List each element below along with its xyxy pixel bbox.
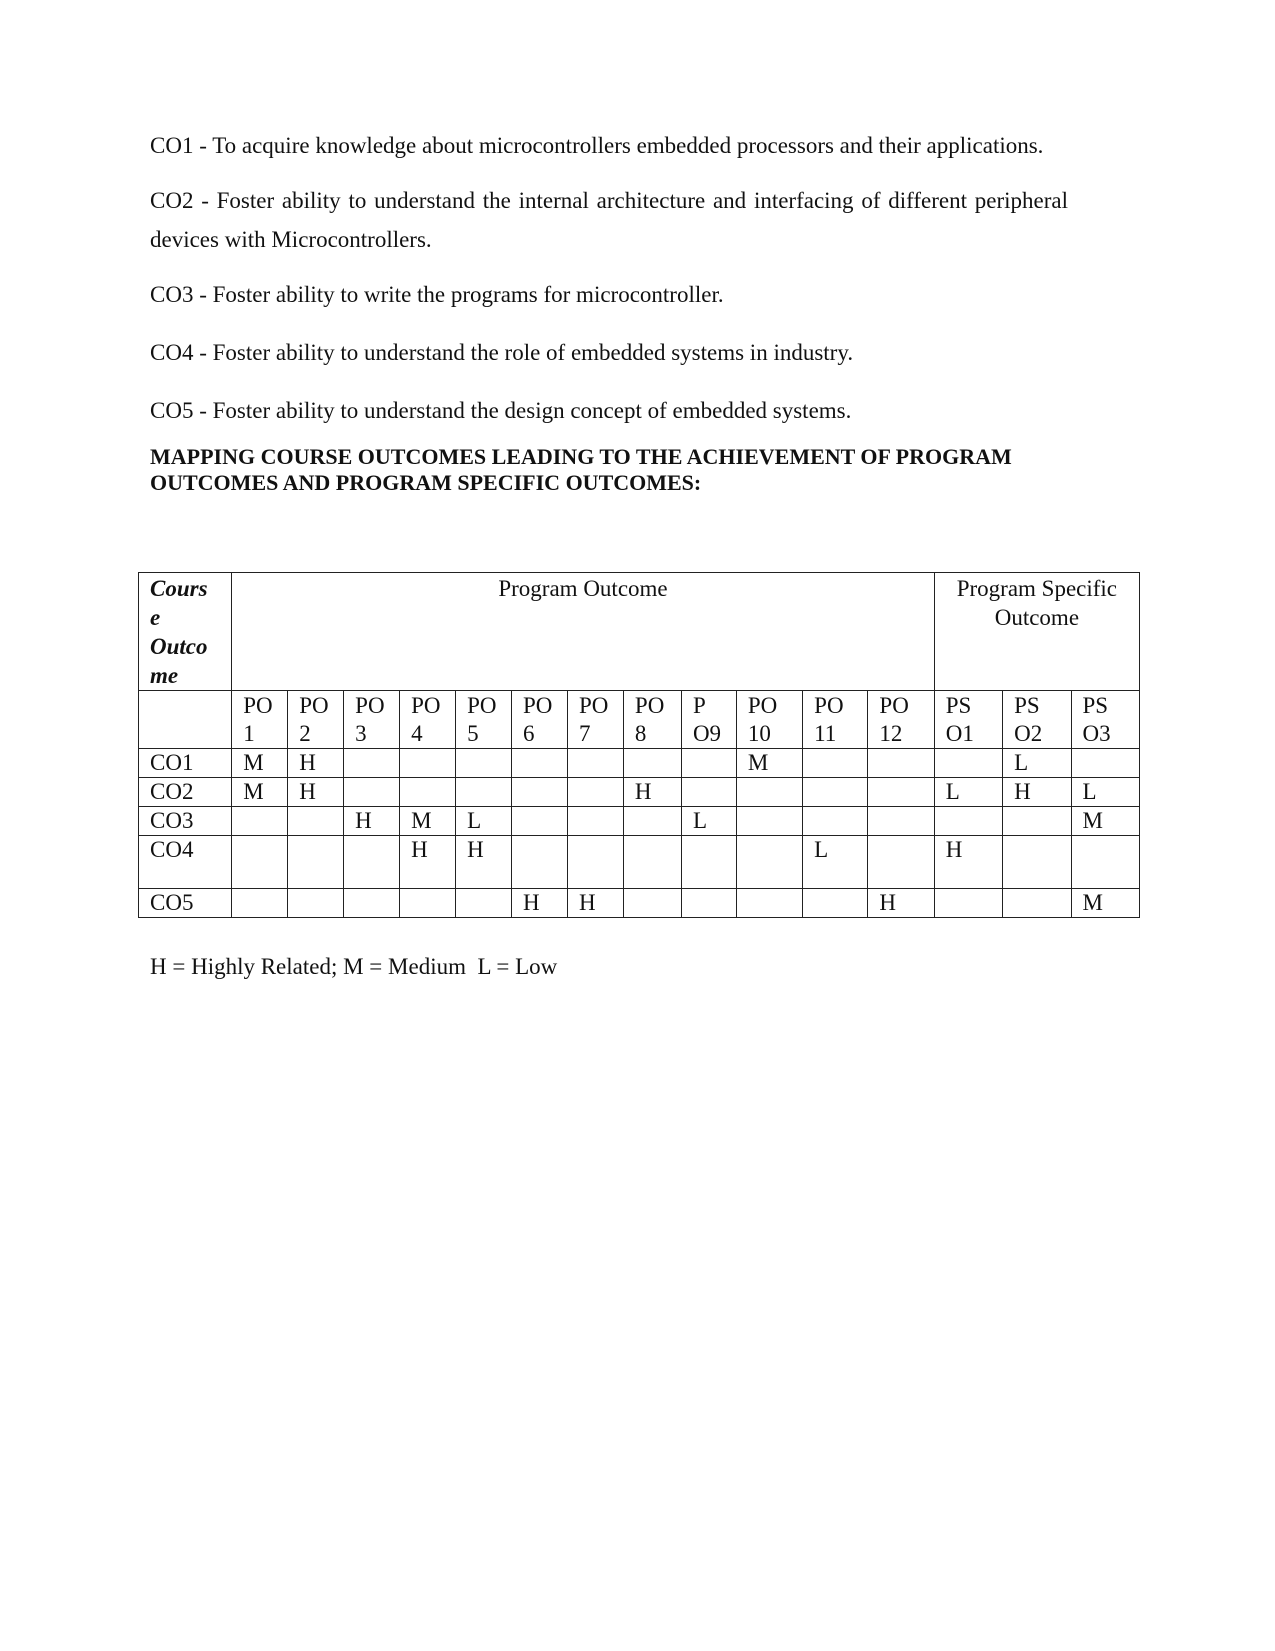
table-row	[139, 889, 1140, 918]
column-header-12: PO 12	[868, 691, 934, 749]
table-cell: H	[934, 836, 1002, 889]
table-cell: L	[1003, 749, 1071, 778]
table-cell: H	[400, 836, 456, 889]
table-row	[139, 807, 1140, 836]
table-header-row	[139, 573, 1140, 691]
column-header-11: PO 11	[803, 691, 868, 749]
legend: H = Highly Related; M = Medium L = Low	[150, 954, 558, 979]
document-body	[150, 126, 1068, 496]
table-cell	[400, 749, 456, 778]
table-row	[139, 836, 1140, 889]
table-cell: L	[456, 807, 512, 836]
column-header-13: PS O1	[934, 691, 1002, 749]
course-outcome-header: Cours e Outco me	[139, 573, 232, 691]
table-cell: L	[934, 778, 1002, 807]
table-cell	[512, 749, 568, 778]
table-cell	[344, 749, 400, 778]
table-cell	[344, 889, 400, 918]
table-subheader-blank	[139, 691, 232, 749]
row-label: CO4	[139, 836, 232, 889]
column-header-5: PO 5	[456, 691, 512, 749]
table-cell: H	[288, 749, 344, 778]
row-label: CO3	[139, 807, 232, 836]
course-outcome-co2: CO2 - Foster ability to understand the internal architecture and interfacing of different peripheral devices with Microcontrollers.	[150, 188, 1068, 252]
table-cell: L	[803, 836, 868, 889]
table-cell	[567, 807, 623, 836]
table-cell	[623, 749, 681, 778]
program-specific-outcome-header: Program Specific Outcome	[934, 573, 1139, 691]
table-cell	[400, 778, 456, 807]
table-cell: L	[1071, 778, 1140, 807]
mapping-heading: MAPPING COURSE OUTCOMES LEADING TO THE ACHIEVEMENT OF PROGRAM OUTCOMES AND PROGRAM SPECIFIC OUTCOMES:	[150, 444, 1012, 495]
table-cell	[288, 836, 344, 889]
table-cell	[736, 889, 802, 918]
table-cell: H	[512, 889, 568, 918]
table-cell: H	[868, 889, 934, 918]
table-cell	[623, 836, 681, 889]
table-cell	[803, 889, 868, 918]
column-header-10: PO 10	[736, 691, 802, 749]
table-cell	[232, 836, 288, 889]
outcome-mapping-table	[138, 572, 1140, 918]
table-cell	[736, 778, 802, 807]
table-cell	[288, 889, 344, 918]
table-cell	[681, 749, 736, 778]
course-outcome-co5: CO5 - Foster ability to understand the design concept of embedded systems.	[150, 398, 852, 423]
table-cell	[681, 778, 736, 807]
table-cell	[512, 807, 568, 836]
course-outcome-co4: CO4 - Foster ability to understand the role of embedded systems in industry.	[150, 340, 854, 365]
column-header-9: P O9	[681, 691, 736, 749]
table-cell	[1003, 836, 1071, 889]
table-cell	[623, 889, 681, 918]
program-outcome-header: Program Outcome	[232, 573, 935, 691]
table-cell	[803, 778, 868, 807]
table-cell	[567, 836, 623, 889]
table-cell	[623, 807, 681, 836]
column-header-6: PO 6	[512, 691, 568, 749]
table-cell: M	[1071, 889, 1140, 918]
column-header-2: PO 2	[288, 691, 344, 749]
column-header-3: PO 3	[344, 691, 400, 749]
table-cell: L	[681, 807, 736, 836]
table-cell: M	[1071, 807, 1140, 836]
row-label: CO2	[139, 778, 232, 807]
table-cell	[736, 836, 802, 889]
table-cell	[1003, 807, 1071, 836]
table-cell	[512, 778, 568, 807]
table-cell	[868, 749, 934, 778]
table-cell	[934, 889, 1002, 918]
row-label: CO5	[139, 889, 232, 918]
table-cell	[736, 807, 802, 836]
table-cell	[803, 749, 868, 778]
table-cell: M	[232, 749, 288, 778]
column-header-14: PS O2	[1003, 691, 1071, 749]
table-cell	[934, 807, 1002, 836]
table-cell	[456, 889, 512, 918]
column-header-8: PO 8	[623, 691, 681, 749]
row-label: CO1	[139, 749, 232, 778]
table-cell	[1003, 889, 1071, 918]
table-cell	[567, 749, 623, 778]
table-cell	[512, 836, 568, 889]
table-cell	[288, 807, 344, 836]
table-cell: H	[1003, 778, 1071, 807]
table-cell	[1071, 749, 1140, 778]
table-cell: H	[456, 836, 512, 889]
table-cell	[681, 836, 736, 889]
table-cell	[567, 778, 623, 807]
table-cell: H	[623, 778, 681, 807]
table-cell	[344, 778, 400, 807]
table-cell	[681, 889, 736, 918]
table-cell: M	[400, 807, 456, 836]
table-subheader-row	[139, 691, 1140, 749]
column-header-4: PO 4	[400, 691, 456, 749]
course-outcome-co3: CO3 - Foster ability to write the programs for microcontroller.	[150, 282, 724, 307]
course-outcome-co1: CO1 - To acquire knowledge about microcontrollers embedded processors and their applications.	[150, 133, 1044, 158]
table-cell	[344, 836, 400, 889]
table-cell	[1071, 836, 1140, 889]
table-cell	[456, 778, 512, 807]
table-cell: H	[344, 807, 400, 836]
column-header-1: PO 1	[232, 691, 288, 749]
table-cell: H	[288, 778, 344, 807]
table-row	[139, 778, 1140, 807]
table-cell	[868, 836, 934, 889]
table-row	[139, 749, 1140, 778]
table-cell	[803, 807, 868, 836]
table-cell	[232, 889, 288, 918]
table-cell	[456, 749, 512, 778]
table-cell	[232, 807, 288, 836]
table-cell: H	[567, 889, 623, 918]
table-cell	[400, 889, 456, 918]
table-cell: M	[232, 778, 288, 807]
table-cell	[934, 749, 1002, 778]
table-cell	[868, 807, 934, 836]
table-cell	[868, 778, 934, 807]
table-cell: M	[736, 749, 802, 778]
column-header-7: PO 7	[567, 691, 623, 749]
column-header-15: PS O3	[1071, 691, 1140, 749]
